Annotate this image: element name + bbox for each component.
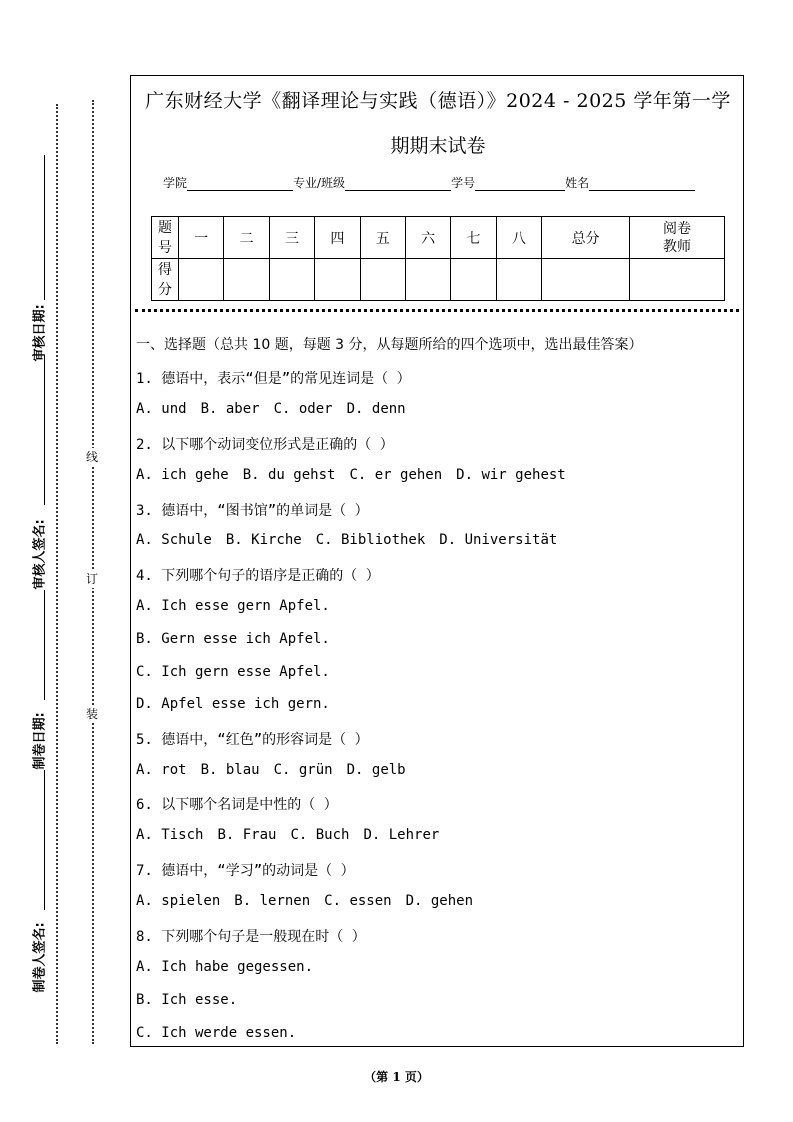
prepare-date-label: 制卷日期:	[32, 712, 48, 770]
score-cell[interactable]	[405, 259, 450, 301]
college-label: 学院	[163, 176, 188, 190]
option[interactable]: D. Universität	[439, 532, 558, 548]
score-cell[interactable]	[179, 259, 224, 301]
dotted-cut-line	[56, 104, 58, 1044]
score-cell-total[interactable]	[542, 259, 630, 301]
question-stem: 4. 下列哪个句子的语序是正确的（ ）	[136, 568, 380, 584]
option[interactable]: C. er gehen	[349, 467, 443, 483]
preparer-sign-label: 制卷人签名:	[32, 922, 48, 993]
option[interactable]: A. Schule	[136, 532, 212, 548]
score-head: 得 分	[152, 259, 179, 301]
option[interactable]: B. Frau	[217, 827, 277, 843]
col-6: 六	[405, 217, 450, 259]
col-8: 八	[496, 217, 541, 259]
col-2: 二	[224, 217, 269, 259]
option[interactable]: B. du gehst	[242, 467, 336, 483]
question-stem: 8. 下列哪个句子是一般现在时（ ）	[136, 929, 366, 945]
page-number: （第 1 页）	[364, 1070, 429, 1084]
option[interactable]: C. oder	[273, 401, 333, 417]
option[interactable]: A. spielen	[136, 893, 221, 909]
exam-subtitle: 期期末试卷	[390, 135, 486, 157]
name-label: 姓名	[565, 176, 590, 190]
option[interactable]: A. rot	[136, 762, 187, 778]
score-cell-grader[interactable]	[630, 259, 725, 301]
option[interactable]: C. Bibliothek	[315, 532, 426, 548]
option[interactable]: B. blau	[200, 762, 260, 778]
score-cell[interactable]	[224, 259, 269, 301]
score-header-row	[152, 217, 725, 259]
score-cell[interactable]	[360, 259, 405, 301]
option-row	[136, 467, 566, 483]
col-4: 四	[315, 217, 360, 259]
option[interactable]: A. ich gehe	[136, 467, 229, 483]
major-class-label: 专业/班级	[293, 176, 346, 190]
student-id-label: 学号	[451, 176, 476, 190]
col-7: 七	[451, 217, 496, 259]
option[interactable]: B. Gern esse ich Apfel.	[136, 631, 330, 647]
option[interactable]: C. grün	[273, 762, 333, 778]
option[interactable]: C. Ich werde essen.	[136, 1025, 297, 1041]
option[interactable]: C. Ich gern esse Apfel.	[136, 664, 330, 680]
option[interactable]: B. Kirche	[225, 532, 302, 548]
option[interactable]: B. aber	[200, 401, 260, 417]
dotted-separator	[135, 309, 739, 312]
option[interactable]: A. Ich habe gegessen.	[136, 959, 314, 975]
option[interactable]: C. essen	[324, 893, 392, 909]
option[interactable]: D. gelb	[346, 762, 406, 778]
option-row	[136, 827, 439, 843]
col-1: 一	[179, 217, 224, 259]
question-stem: 3. 德语中，“图书馆”的单词是（ ）	[136, 503, 369, 519]
exam-frame	[130, 75, 744, 1047]
question-stem: 1. 德语中，表示“但是”的常见连词是（ ）	[136, 371, 411, 387]
col-grader: 阅卷 教师	[630, 217, 725, 259]
option[interactable]: A. Ich esse gern Apfel.	[136, 598, 330, 614]
section-heading: 一、选择题（总共 10 题，每题 3 分，从每题所给的四个选项中，选出最佳答案）	[136, 337, 643, 353]
score-cell[interactable]	[451, 259, 496, 301]
score-cell[interactable]	[269, 259, 314, 301]
bind-word-xian: 线	[86, 450, 99, 464]
option[interactable]: A. Tisch	[136, 827, 204, 843]
score-table	[151, 216, 725, 301]
student-info-row	[163, 174, 695, 191]
bind-word-ding: 订	[86, 572, 99, 586]
exam-title: 广东财经大学《翻译理论与实践（德语）》2024 - 2025 学年第一学	[145, 90, 731, 112]
option-row	[136, 401, 406, 417]
option[interactable]: B. Ich esse.	[136, 992, 238, 1008]
col-total: 总分	[542, 217, 630, 259]
option[interactable]: D. denn	[346, 401, 406, 417]
reviewer-sign-line	[44, 355, 45, 505]
reviewer-sign-label: 审核人签名:	[32, 519, 48, 590]
option[interactable]: B. lernen	[234, 893, 311, 909]
col-3: 三	[269, 217, 314, 259]
option[interactable]: D. Apfel esse ich gern.	[136, 696, 330, 712]
binding-margin	[0, 0, 125, 1122]
prepare-date-line	[44, 590, 45, 700]
option[interactable]: D. wir gehest	[456, 467, 566, 483]
college-field[interactable]	[187, 178, 293, 191]
option-row	[136, 532, 557, 548]
preparer-sign-line	[44, 770, 45, 910]
question-stem: 7. 德语中，“学习”的动词是（ ）	[136, 863, 355, 879]
question-stem: 6. 以下哪个名词是中性的（ ）	[136, 797, 338, 813]
question-stem: 2. 以下哪个动词变位形式是正确的（ ）	[136, 437, 394, 453]
score-value-row	[152, 259, 725, 301]
bind-word-zhuang: 装	[86, 707, 99, 721]
col-5: 五	[360, 217, 405, 259]
option[interactable]: D. Lehrer	[363, 827, 440, 843]
option-row	[136, 893, 473, 909]
option[interactable]: A. und	[136, 401, 187, 417]
major-class-field[interactable]	[345, 178, 451, 191]
score-cell[interactable]	[496, 259, 541, 301]
score-cell[interactable]	[315, 259, 360, 301]
question-stem: 5. 德语中，“红色”的形容词是（ ）	[136, 732, 369, 748]
option-row	[136, 762, 406, 778]
review-date-line	[44, 155, 45, 300]
option[interactable]: C. Buch	[290, 827, 350, 843]
option[interactable]: D. gehen	[405, 893, 474, 909]
student-id-field[interactable]	[475, 178, 565, 191]
question-number-head: 题 号	[152, 217, 179, 259]
review-date-label: 审核日期:	[32, 304, 48, 362]
name-field[interactable]	[589, 178, 695, 191]
